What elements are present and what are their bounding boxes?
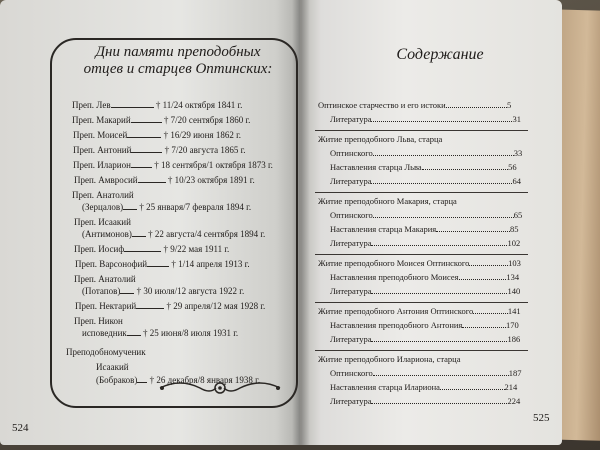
leader-line xyxy=(120,286,134,294)
toc-page-number: 141 xyxy=(507,306,521,316)
entry-date: † 16/29 июня 1862 г. xyxy=(161,130,242,140)
entry-date: † 18 сентября/1 октября 1873 г. xyxy=(151,160,273,170)
toc-entry-text: Оптинское старчество и его истоки xyxy=(318,100,446,110)
entry-name: Преп. Анатолий xyxy=(74,274,136,284)
entry-name: Преп. Иосиф xyxy=(74,244,125,254)
leader-line xyxy=(131,115,162,123)
leader-line xyxy=(123,202,137,210)
leader-line xyxy=(131,145,162,153)
toc-page-number: 134 xyxy=(506,272,520,282)
toc-entry xyxy=(330,114,521,124)
toc-page-number: 214 xyxy=(504,382,518,392)
martyr-header: Преподобномученик xyxy=(66,347,146,357)
section-divider xyxy=(315,254,528,255)
martyr-date: † 26 декабря/8 января 1938 г. xyxy=(147,375,261,385)
toc-page-number: 33 xyxy=(513,148,523,158)
section-divider xyxy=(315,350,528,351)
toc-page-number: 102 xyxy=(507,238,521,248)
entry-name: Преп. Исаакий xyxy=(74,217,131,227)
martyr-row xyxy=(96,375,260,386)
toc-page-number: 187 xyxy=(508,368,522,378)
toc-entry xyxy=(330,286,520,296)
entry-date: † 25 июня/8 июля 1931 г. xyxy=(140,328,239,338)
leader-line xyxy=(127,130,161,138)
leader-line xyxy=(147,259,169,267)
entry-row xyxy=(75,301,265,312)
toc-leader xyxy=(436,224,510,232)
leader-line xyxy=(127,328,141,336)
toc-entry xyxy=(318,196,457,206)
toc-leader xyxy=(371,396,507,404)
entry-row xyxy=(82,328,238,339)
entry-name-2: исповедник xyxy=(82,328,127,338)
entry-name-2: (Зерцалов) xyxy=(82,202,124,212)
toc-leader xyxy=(371,238,507,246)
toc-entry xyxy=(330,162,517,172)
toc-page-number: 5 xyxy=(507,100,512,110)
page-number-left: 524 xyxy=(12,422,29,434)
entry-row xyxy=(73,130,241,141)
entry-name-2: (Антимонов) xyxy=(82,229,132,239)
toc-entry-text: Оптинского xyxy=(330,148,373,158)
leader-line xyxy=(137,375,147,383)
entry-date: † 7/20 сентября 1860 г. xyxy=(161,115,251,125)
entry-row xyxy=(82,202,251,213)
entry-date: † 22 августа/4 сентября 1894 г. xyxy=(145,229,266,239)
toc-leader xyxy=(473,306,508,314)
leader-line xyxy=(136,301,164,309)
toc-entry xyxy=(330,368,522,378)
entry-name: Преп. Лев xyxy=(72,100,111,110)
entry-date: † 29 апреля/12 мая 1928 г. xyxy=(164,301,266,311)
toc-entry-text: Наставления преподобного Моисея xyxy=(330,272,459,282)
toc-leader xyxy=(371,286,507,294)
toc-page-number: 65 xyxy=(513,210,523,220)
toc-leader xyxy=(371,176,512,184)
toc-page-number: 85 xyxy=(510,224,519,234)
toc-leader xyxy=(371,114,512,122)
toc-entry-text: Житие преподобного Льва, старца xyxy=(318,134,443,144)
entry-row xyxy=(73,160,273,171)
toc-entry xyxy=(318,134,442,144)
toc-entry xyxy=(330,238,520,248)
martyr-name-2: (Бобраков) xyxy=(96,375,138,385)
toc-leader xyxy=(446,100,507,108)
toc-entry xyxy=(330,210,522,220)
entry-name: Преп. Иларион xyxy=(73,160,131,170)
entry-name: Преп. Нектарий xyxy=(75,301,137,311)
toc-leader xyxy=(373,148,514,156)
toc-page-number: 224 xyxy=(507,396,521,406)
toc-page-number: 64 xyxy=(512,176,521,186)
entry-name: Преп. Макарий xyxy=(72,115,131,125)
toc-entry-text: Наставления старца Макария xyxy=(330,224,437,234)
entry-name-2: (Потапов) xyxy=(82,286,121,296)
contents-title: Содержание xyxy=(396,46,484,63)
entry-row xyxy=(72,100,242,111)
page-number-right: 525 xyxy=(533,412,550,424)
entry-date: † 25 января/7 февраля 1894 г. xyxy=(137,202,252,212)
martyr-name: Исаакий xyxy=(96,362,129,372)
toc-entry-text: Литература xyxy=(330,114,372,124)
entry-row xyxy=(73,145,246,156)
entry-date: † 10/23 октября 1891 г. xyxy=(165,175,255,185)
toc-entry xyxy=(318,258,521,268)
entry-name: Преп. Варсонофий xyxy=(75,259,148,269)
toc-entry xyxy=(330,272,519,282)
entry-row xyxy=(74,175,255,186)
toc-entry xyxy=(318,100,511,110)
leader-line xyxy=(132,229,146,237)
toc-page-number: 56 xyxy=(508,162,517,172)
title-line-2: отцев и старцев Оптинских: xyxy=(83,61,273,77)
toc-leader xyxy=(371,334,507,342)
toc-page-number: 186 xyxy=(507,334,521,344)
toc-entry-text: Литература xyxy=(330,286,372,296)
toc-entry-text: Литература xyxy=(330,396,372,406)
entry-row xyxy=(82,229,265,240)
toc-entry-text: Литература xyxy=(330,176,372,186)
toc-page-number: 140 xyxy=(507,286,521,296)
leader-line xyxy=(111,100,154,108)
entry-row xyxy=(82,286,244,297)
toc-entry-text: Житие преподобного Моисея Оптинского xyxy=(318,258,470,268)
section-divider xyxy=(315,302,528,303)
toc-entry xyxy=(330,224,519,234)
toc-entry-text: Литература xyxy=(330,334,372,344)
toc-entry-text: Оптинского xyxy=(330,368,373,378)
memorial-days-title xyxy=(64,44,292,78)
entry-date: † 30 июля/12 августа 1922 г. xyxy=(134,286,245,296)
toc-entry xyxy=(330,334,520,344)
toc-leader xyxy=(462,320,506,328)
section-divider xyxy=(315,192,528,193)
leader-line xyxy=(131,160,152,168)
title-line-1: Дни памяти преподобных xyxy=(95,44,261,60)
toc-entry xyxy=(330,148,522,158)
entry-date: † 7/20 августа 1865 г. xyxy=(162,145,246,155)
entry-name: Преп. Анатолий xyxy=(72,190,134,200)
entry-date: † 9/22 мая 1911 г. xyxy=(161,244,230,254)
toc-leader xyxy=(373,210,514,218)
toc-entry-text: Литература xyxy=(330,238,372,248)
toc-entry xyxy=(330,320,519,330)
entry-date: † 1/14 апреля 1913 г. xyxy=(169,259,250,269)
toc-page-number: 31 xyxy=(512,114,521,124)
toc-page-number: 170 xyxy=(505,320,519,330)
toc-entry-text: Наставления преподобного Антония xyxy=(330,320,463,330)
toc-entry xyxy=(330,176,521,186)
entry-row xyxy=(75,259,250,270)
entry-name: Преп. Никон xyxy=(74,316,123,326)
toc-entry xyxy=(318,354,461,364)
toc-entry xyxy=(330,382,517,392)
section-divider xyxy=(315,130,528,131)
toc-entry-text: Наставления старца Льва xyxy=(330,162,422,172)
entry-row xyxy=(72,115,250,126)
entry-name: Преп. Амвросий xyxy=(74,175,138,185)
entry-date: † 11/24 октября 1841 г. xyxy=(153,100,243,110)
toc-entry-text: Житие преподобного Илариона, старца xyxy=(318,354,461,364)
toc-leader xyxy=(459,272,507,280)
entry-row xyxy=(74,244,229,255)
entry-name: Преп. Моисей xyxy=(73,130,128,140)
toc-leader xyxy=(469,258,508,266)
toc-entry xyxy=(318,306,521,316)
leader-line xyxy=(124,244,161,252)
toc-entry xyxy=(330,396,520,406)
toc-page-number: 103 xyxy=(508,258,521,268)
toc-entry-text: Житие преподобного Антония Оптинского xyxy=(318,306,474,316)
entry-name: Преп. Антоний xyxy=(73,145,132,155)
leader-line xyxy=(138,175,166,183)
toc-entry-text: Оптинского xyxy=(330,210,373,220)
toc-entry-text: Житие преподобного Макария, старца xyxy=(318,196,457,206)
toc-entry-text: Наставления старца Илариона xyxy=(330,382,440,392)
toc-leader xyxy=(422,162,508,170)
toc-leader xyxy=(373,368,509,376)
toc-leader xyxy=(440,382,505,390)
right-page xyxy=(300,0,562,445)
